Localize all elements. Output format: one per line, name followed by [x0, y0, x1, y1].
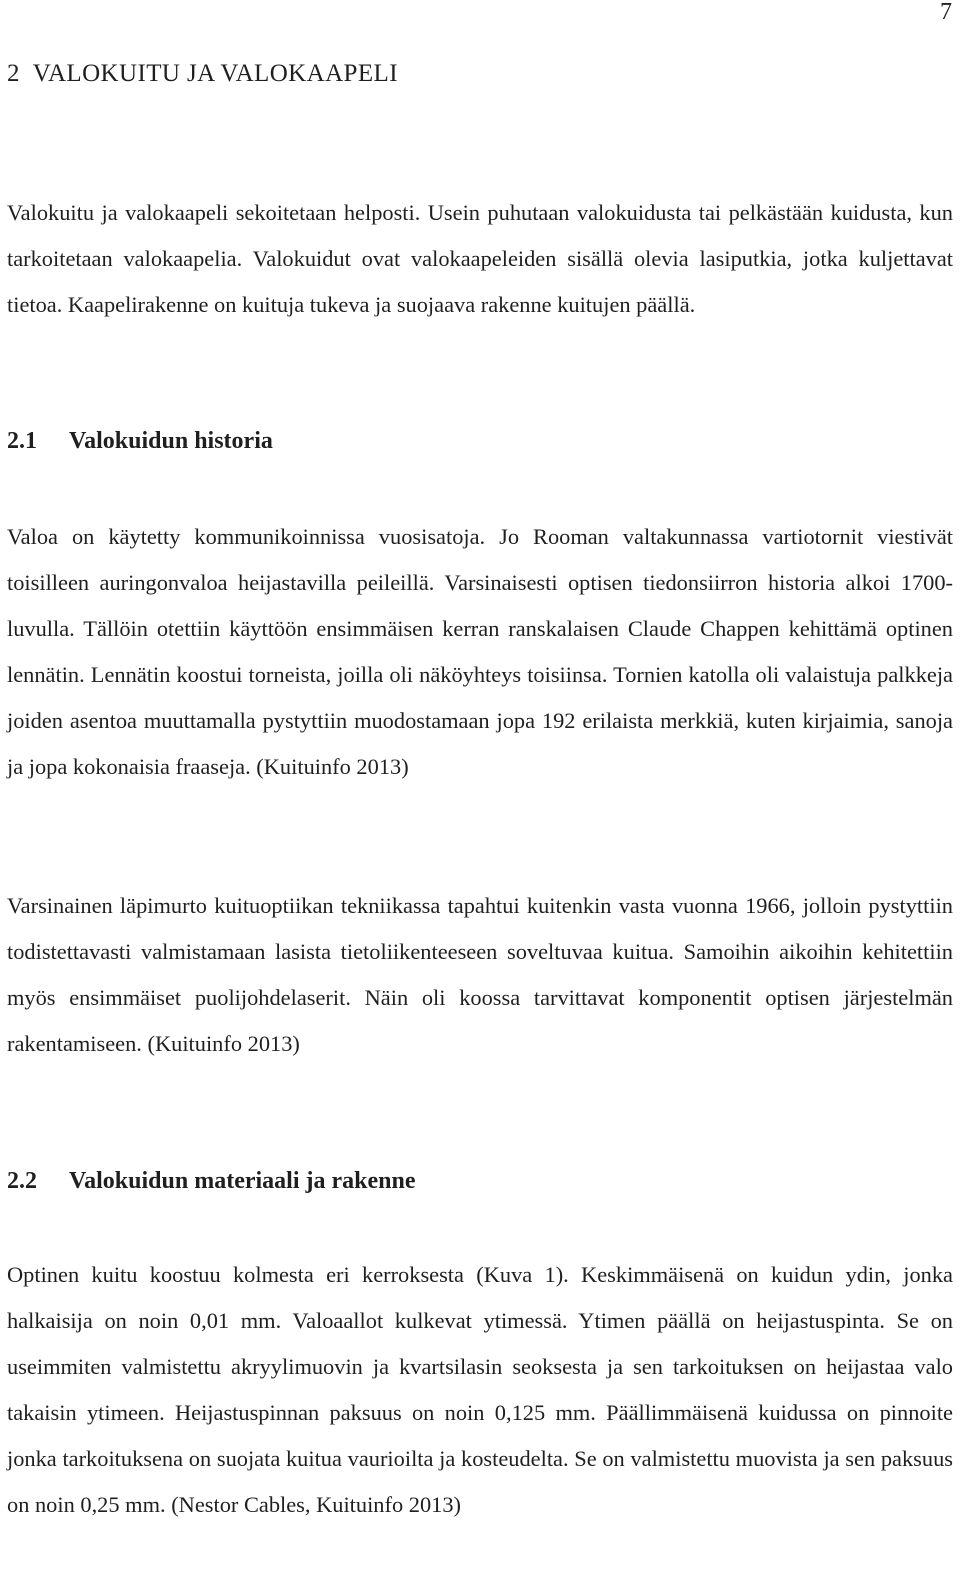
section-title-text: Valokuidun historia [69, 428, 273, 454]
section-title-text: Valokuidun materiaali ja rakenne [69, 1168, 416, 1194]
page-number: 7 [940, 0, 952, 25]
section-heading-history [7, 428, 273, 455]
section-number: 2.2 [7, 1168, 37, 1194]
chapter-title: 2 VALOKUITU JA VALOKAAPELI [7, 60, 398, 87]
paragraph-intro: Valokuitu ja valokaapeli sekoitetaan helposti. Usein puhutaan valokuidusta tai pelkästään kuidusta, kun tarkoitetaan valokaapelia. Valokuidut ovat valokaapeleiden sisällä olevia lasiputkia, jotka kuljettavat tietoa. Kaapelirakenne on kuituja tukeva ja suojaava rakenne kuitujen päällä. [7, 200, 953, 317]
section-number: 2.1 [7, 428, 37, 454]
paragraph-history-2: Varsinainen läpimurto kuituoptiikan tekniikassa tapahtui kuitenkin vasta vuonna 1966, jolloin pystyttiin todistettavasti valmistamaan lasista tietoliikenteeseen soveltuvaa kuitua. Samoihin aikoihin kehitettiin myös ensimmäiset puolijohdelaserit. Näin oli koossa tarvittavat komponentit optisen järjestelmän rakentamiseen. (Kuituinfo 2013) [7, 893, 953, 1056]
paragraph-history-1: Valoa on käytetty kommunikoinnissa vuosisatoja. Jo Rooman valtakunnassa vartiotornit viestivät toisilleen auringonvaloa heijastavilla peileillä. Varsinaisesti optisen tiedonsiirron historia alkoi 1700-luvulla. Tällöin otettiin käyttöön ensimmäisen kerran ranskalaisen Claude Chappen kehittämä optinen lennätin. Lennätin koostui torneista, joilla oli näköyhteys toisiinsa. Tornien katolla oli valaistuja palkkeja joiden asentoa muuttamalla pystyttiin muodostamaan jopa 192 erilaista merkkiä, kuten kirjaimia, sanoja ja jopa kokonaisia fraaseja. (Kuituinfo 2013) [7, 524, 953, 779]
section-heading-material [7, 1168, 416, 1195]
paragraph-material: Optinen kuitu koostuu kolmesta eri kerroksesta (Kuva 1). Keskimmäisenä on kuidun ydin, jonka halkaisija on noin 0,01 mm. Valoaallot kulkevat ytimessä. Ytimen päällä on heijastuspinta. Se on useimmiten valmistettu akryylimuovin ja kvartsilasin seoksesta ja sen tarkoituksen on heijastaa valo takaisin ytimeen. Heijastuspinnan paksuus on noin 0,125 mm. Päällimmäisenä kuidussa on pinnoite jonka tarkoituksena on suojata kuitua vaurioilta ja kosteudelta. Se on valmistettu muovista ja sen paksuus on noin 0,25 mm. (Nestor Cables, Kuituinfo 2013) [7, 1262, 953, 1517]
